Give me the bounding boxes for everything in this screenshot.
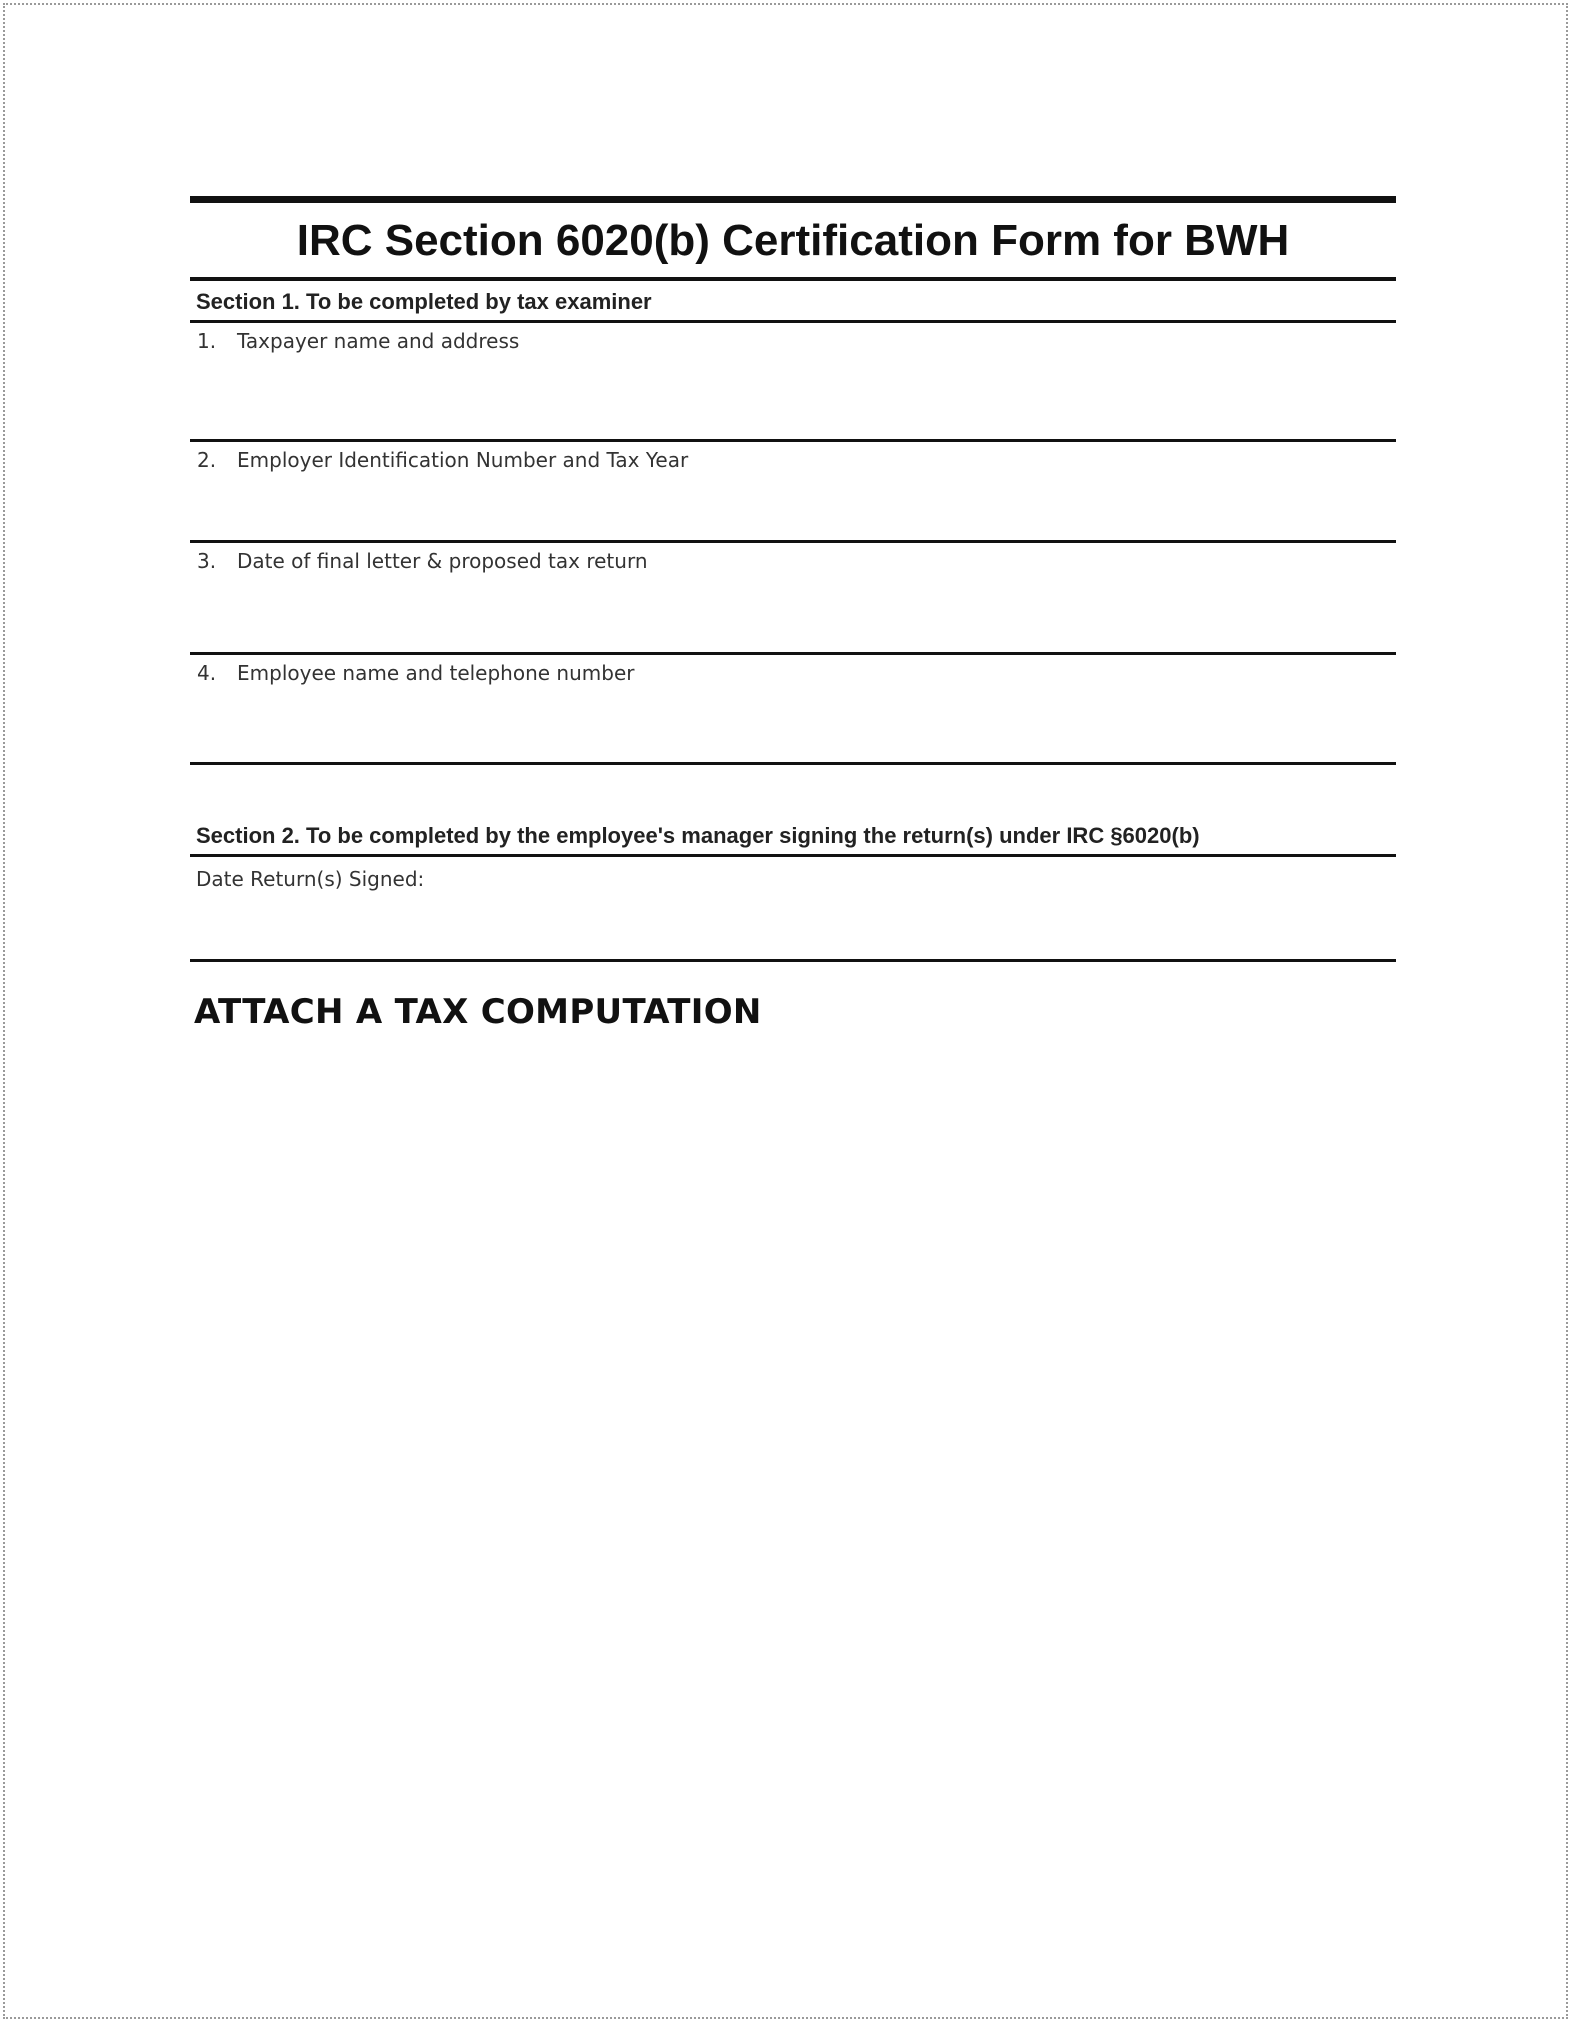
attach-tax-computation-note: ATTACH A TAX COMPUTATION <box>194 992 762 1032</box>
ein-tax-year-field[interactable] <box>190 442 1396 540</box>
field-number: 2. <box>197 448 217 472</box>
field-label <box>190 323 1396 351</box>
date-field-rule <box>190 959 1396 962</box>
section-1-heading: Section 1. To be completed by tax examiner <box>196 289 652 314</box>
field-label-text: Taxpayer name and address <box>237 329 520 353</box>
field-label-text: Employee name and telephone number <box>237 661 635 685</box>
field-label <box>190 543 1396 571</box>
field-number: 3. <box>197 549 217 573</box>
date-returns-signed-field[interactable] <box>190 857 1396 959</box>
title-rule-top <box>190 196 1396 203</box>
date-returns-signed-label: Date Return(s) Signed: <box>196 867 425 891</box>
field-label <box>190 655 1396 683</box>
field-label-text: Employer Identification Number and Tax Year <box>237 448 689 472</box>
employee-name-phone-field[interactable] <box>190 655 1396 762</box>
field-number: 1. <box>197 329 217 353</box>
field-label <box>190 442 1396 470</box>
certification-form <box>190 196 1396 1032</box>
field-4-rule <box>190 762 1396 765</box>
field-label-text: Date of final letter & proposed tax return <box>237 549 648 573</box>
final-letter-date-field[interactable] <box>190 543 1396 652</box>
form-title: IRC Section 6020(b) Certification Form for BWH <box>296 216 1290 265</box>
title-rule-bottom <box>190 277 1396 281</box>
section-2-heading: Section 2. To be completed by the employee's manager signing the return(s) under IRC §6020(b) <box>196 823 1200 848</box>
field-number: 4. <box>197 661 217 685</box>
taxpayer-name-address-field[interactable] <box>190 323 1396 439</box>
